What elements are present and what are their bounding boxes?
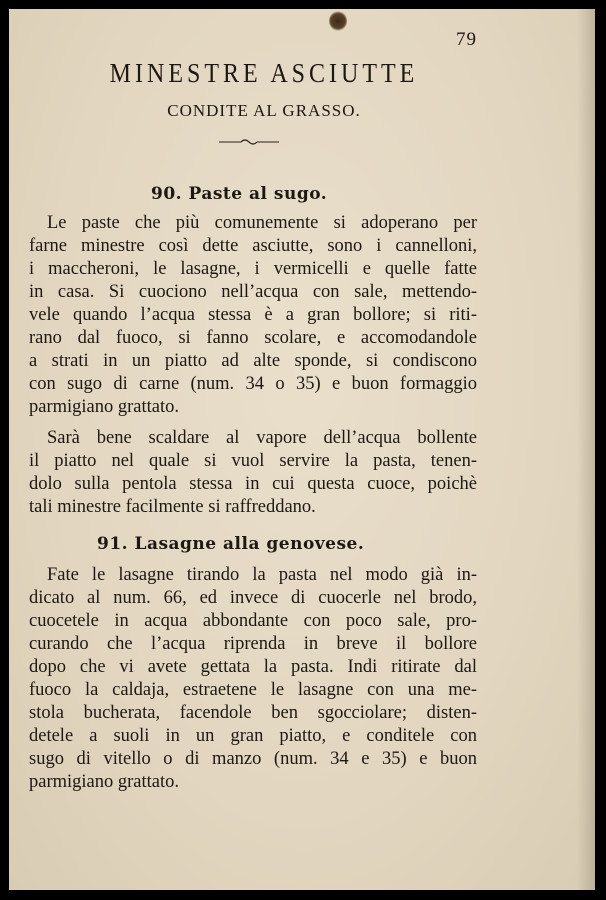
ink-stain: [329, 11, 347, 31]
text-line: dolo sulla pentola stessa in cui questa cuoce, poichè: [29, 474, 477, 494]
chapter-subtitle: CONDITE AL GRASSO.: [167, 101, 361, 120]
text-line: Sarà bene scaldare al vapore dell’acqua bollente: [47, 428, 477, 448]
page-number: 79: [456, 29, 477, 50]
text-line: Le paste che più comunemente si adoperano per: [47, 213, 477, 233]
text-line: curando che l’acqua riprenda in breve il bollore: [29, 634, 477, 654]
text-line: stola bucherata, facendole ben sgocciolare; disten-: [29, 703, 477, 723]
text-line: fuoco la caldaja, estraetene le lasagne con una me-: [29, 680, 477, 700]
text-line: il piatto nel quale si vuol servire la pasta, tenen-: [29, 451, 477, 471]
text-line: vele quando l’acqua stessa è a gran bollore; si riti-: [29, 305, 477, 325]
text-line: cuocetele in acqua abbondante con poco sale, pro-: [29, 611, 477, 631]
text-line: rano dal fuoco, si fanno scolare, e accomodandole: [29, 328, 477, 348]
text-line: con sugo di carne (num. 34 o 35) e buon formaggio: [29, 374, 477, 394]
text-line: Fate le lasagne tirando la pasta nel modo già in-: [47, 565, 477, 585]
text-line: dopo che vi avete gettata la pasta. Indi ritirate dal: [29, 657, 477, 677]
section-heading: 90. Paste al sugo.: [151, 184, 328, 204]
text-line: dicato al num. 66, ed invece di cuocerle nel brodo,: [29, 588, 477, 608]
text-line: i maccheroni, le lasagne, i vermicelli e quelle fatte: [29, 259, 477, 279]
book-page: [9, 9, 595, 890]
page-spine-shadow: [577, 9, 595, 890]
text-line: in casa. Si cuociono nell’acqua con sale, mettendo-: [29, 282, 477, 302]
section-heading: 91. Lasagne alla genovese.: [97, 534, 365, 554]
text-line: parmigiano grattato.: [29, 397, 180, 417]
text-line: farne minestre così dette asciutte, sono i cannelloni,: [29, 236, 477, 256]
text-line: sugo di vitello o di manzo (num. 34 e 35) e buon: [29, 749, 477, 769]
text-line: tali minestre facilmente si raffreddano.: [29, 497, 316, 517]
chapter-title: MINESTRE ASCIUTTE: [109, 58, 419, 89]
ornament-flourish-icon: [219, 138, 279, 146]
text-line: a strati in un piatto ad alte sponde, si condiscono: [29, 351, 477, 371]
text-line: detele a suoli in un gran piatto, e conditele con: [29, 726, 477, 746]
text-line: parmigiano grattato.: [29, 772, 180, 792]
